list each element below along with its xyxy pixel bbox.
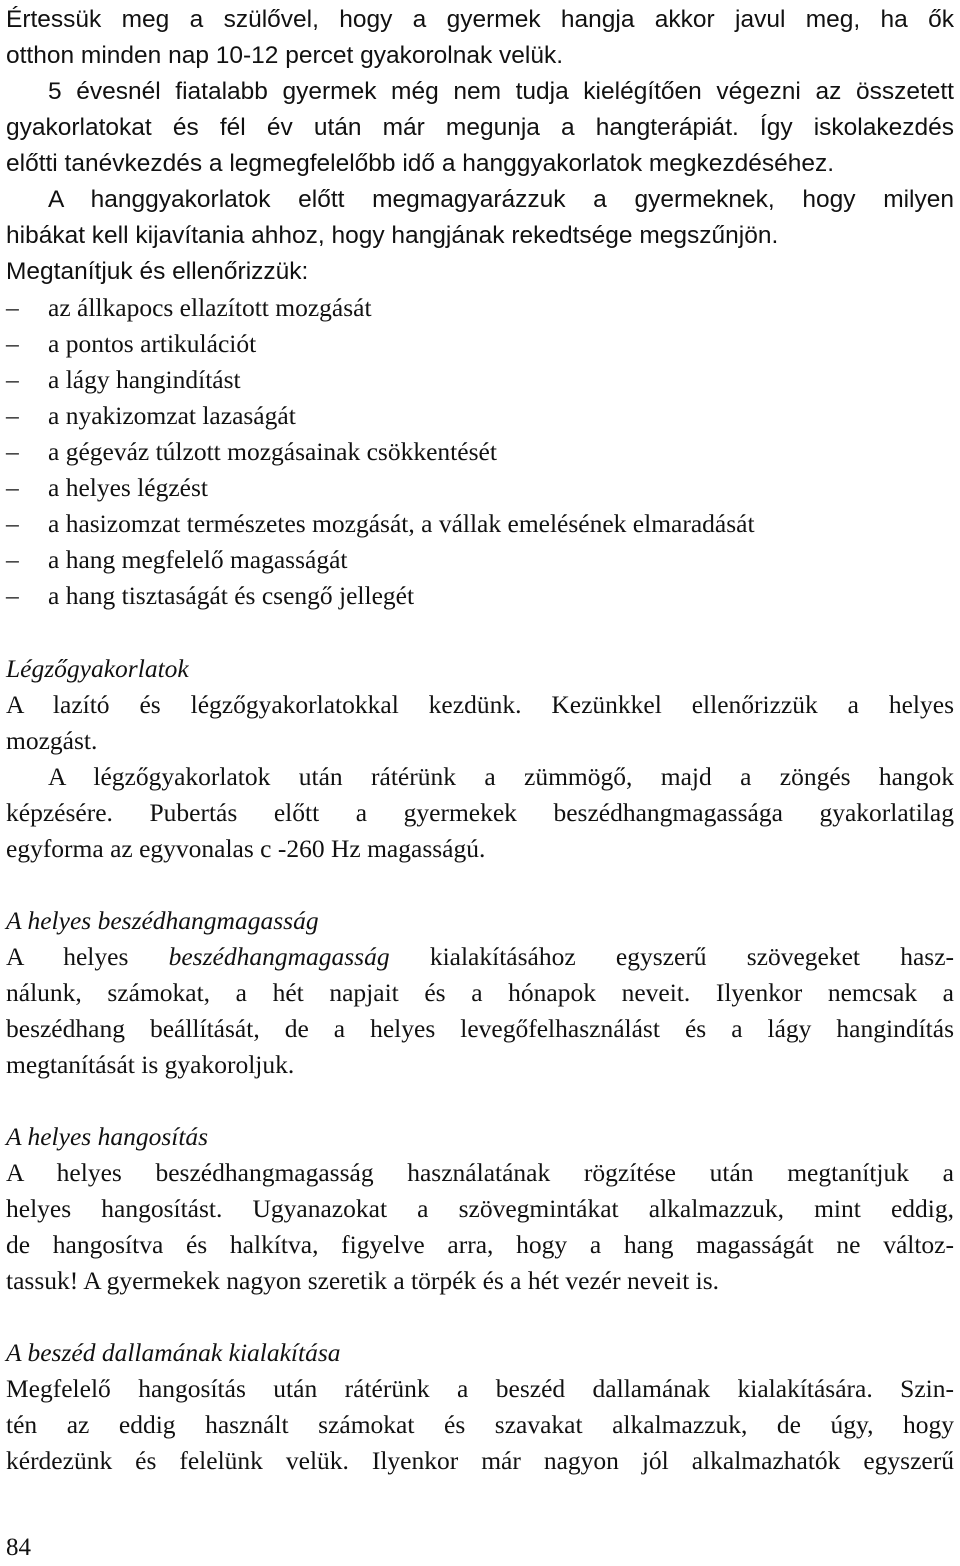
- text-line: Értessük meg a szülővel, hogy a gyermek hangja akkor javul meg, ha ők: [6, 6, 954, 33]
- list-item: [6, 506, 954, 542]
- page-number: 84: [6, 1534, 31, 1561]
- text-run: A helyes: [6, 942, 129, 971]
- dash-marker: –: [6, 329, 19, 358]
- list-item: [6, 362, 954, 398]
- text-line: [6, 939, 954, 975]
- dash-marker: –: [6, 293, 19, 322]
- dash-marker: –: [6, 437, 19, 466]
- dash-marker: –: [6, 365, 19, 394]
- section-heading: A helyes beszédhangmagasság: [6, 906, 319, 935]
- dash-marker: –: [6, 545, 19, 574]
- list-item: [6, 398, 954, 434]
- text-run: kialakításához egyszerű szövegeket hasz-: [429, 942, 955, 971]
- dash-marker: –: [6, 509, 19, 538]
- text-line: kérdezünk és felelünk velük. Ilyenkor már nagyon jól alkalmazhatók egyszerű: [6, 1446, 954, 1475]
- list-item-text: a hang megfelelő magasságát: [48, 545, 348, 574]
- text-line: hibákat kell kijavítania ahhoz, hogy hangjának rekedtsége megszűnjön.: [6, 222, 779, 249]
- dash-marker: –: [6, 401, 19, 430]
- section-heading: A helyes hangosítás: [6, 1122, 209, 1151]
- section-heading: Légzőgyakorlatok: [6, 654, 189, 683]
- text-line: tén az eddig használt számokat és szavakat alkalmazzuk, de úgy, hogy: [6, 1410, 954, 1439]
- list-item-text: az állkapocs ellazított mozgását: [48, 293, 372, 322]
- list-item: [6, 578, 954, 614]
- list-item-text: a pontos artikulációt: [48, 329, 257, 358]
- list-item: [6, 542, 954, 578]
- text-line: nálunk, számokat, a hét napjait és a hónapok neveit. Ilyenkor nemcsak a: [6, 978, 954, 1007]
- text-line: Megtanítjuk és ellenőrizzük:: [6, 258, 309, 285]
- list-item: [6, 470, 954, 506]
- text-line: megtanítását is gyakoroljuk.: [6, 1050, 295, 1079]
- text-line: A légzőgyakorlatok után rátérünk a zümmögő, majd a zöngés hangok: [48, 762, 954, 791]
- list-item: [6, 326, 954, 362]
- dash-marker: –: [6, 581, 19, 610]
- section-heading: A beszéd dallamának kialakítása: [6, 1338, 341, 1367]
- list-item-text: a hasizomzat természetes mozgását, a vállak emelésének elmaradását: [48, 509, 755, 538]
- list-item: [6, 290, 954, 326]
- text-line: otthon minden nap 10-12 percet gyakorolnak velük.: [6, 42, 564, 69]
- list-item-text: a hang tisztaságát és csengő jellegét: [48, 581, 415, 610]
- text-line: A hanggyakorlatok előtt megmagyarázzuk a gyermeknek, hogy milyen: [48, 186, 954, 213]
- list-item-text: a lágy hangindítást: [48, 365, 241, 394]
- text-line: gyakorlatokat és fél év után már megunja a hangterápiát. Így iskolakezdés: [6, 114, 954, 141]
- list-item-text: a nyakizomzat lazaságát: [48, 401, 296, 430]
- italic-term: beszédhangmagasság: [168, 942, 390, 971]
- text-line: egyforma az egyvonalas c -260 Hz magasságú.: [6, 834, 486, 863]
- text-line: képzésére. Pubertás előtt a gyermekek beszédhangmagassága gyakorlatilag: [6, 798, 954, 827]
- text-line: A helyes beszédhangmagasság használatának rögzítése után megtanítjuk a: [6, 1158, 954, 1187]
- text-line: előtti tanévkezdés a legmegfelelőbb idő a hanggyakorlatok megkezdéséhez.: [6, 150, 835, 177]
- text-line: tassuk! A gyermekek nagyon szeretik a törpék és a hét vezér neveit is.: [6, 1266, 720, 1295]
- text-line: de hangosítva és halkítva, figyelve arra, hogy a hang magasságát ne változ-: [6, 1230, 954, 1259]
- text-line: helyes hangosítást. Ugyanazokat a szövegmintákat alkalmazzuk, mint eddig,: [6, 1194, 954, 1223]
- text-line: beszédhang beállítását, de a helyes levegőfelhasználást és a lágy hangindítás: [6, 1014, 954, 1043]
- dash-marker: –: [6, 473, 19, 502]
- text-line: mozgást.: [6, 726, 98, 755]
- text-line: Megfelelő hangosítás után rátérünk a beszéd dallamának kialakítására. Szin-: [6, 1374, 954, 1403]
- list-item-text: a gégeváz túlzott mozgásainak csökkentését: [48, 437, 497, 466]
- list-item-text: a helyes légzést: [48, 473, 209, 502]
- text-line: 5 évesnél fiatalabb gyermek még nem tudja kielégítően végezni az összetett: [48, 78, 954, 105]
- text-line: A lazító és légzőgyakorlatokkal kezdünk. Kezünkkel ellenőrizzük a helyes: [6, 690, 954, 719]
- list-item: [6, 434, 954, 470]
